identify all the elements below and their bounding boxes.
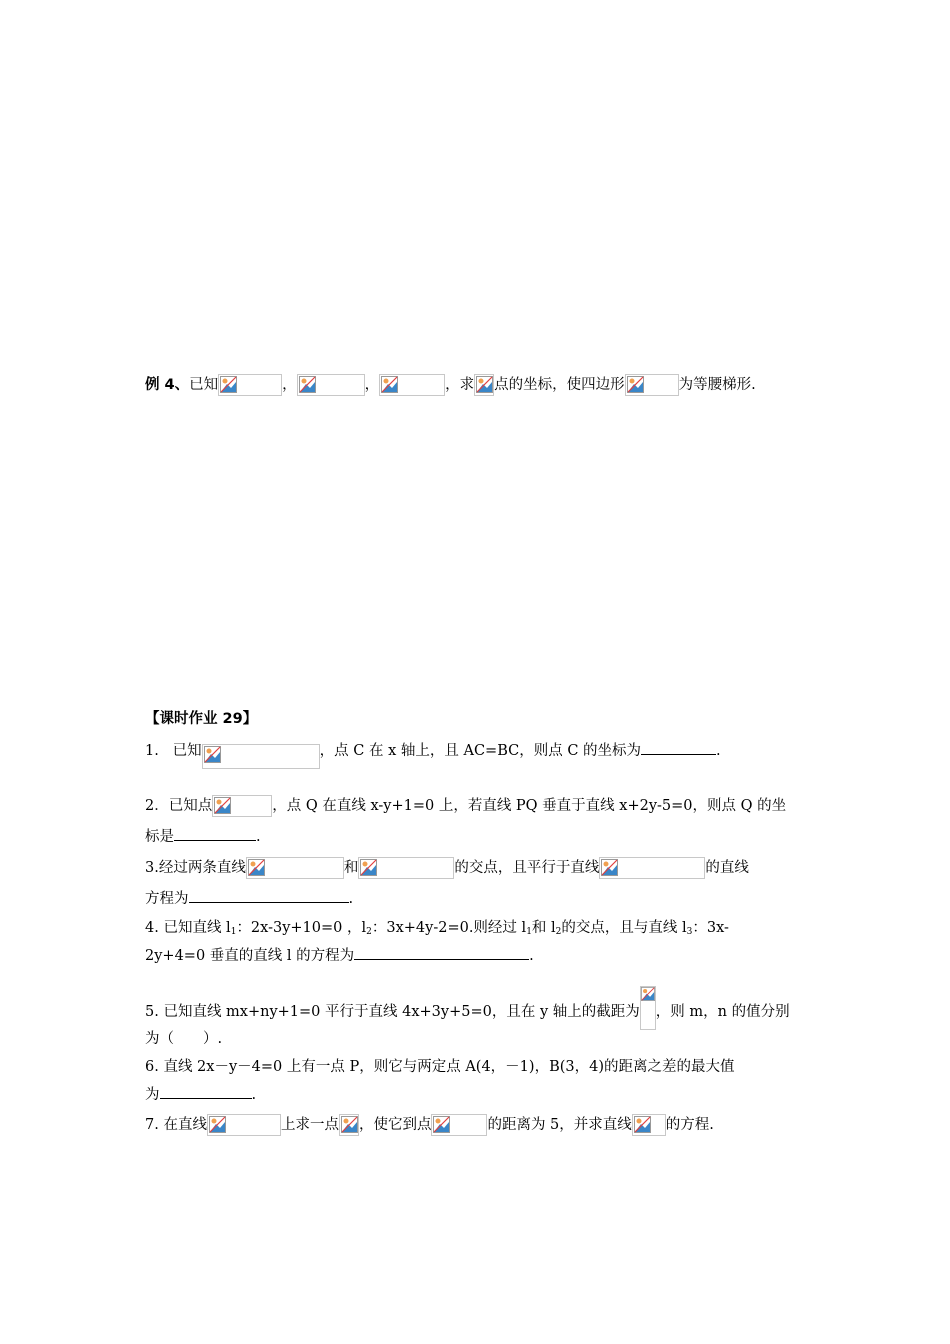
broken-image-icon (433, 1116, 450, 1133)
broken-image-icon (627, 376, 644, 393)
broken-image-icon (381, 376, 398, 393)
formula-image (218, 374, 282, 396)
homework-heading: 【课时作业 29】 (145, 711, 258, 727)
question-3: 3.经过两条直线 和 的交点，且平行于直线 的直线 (145, 857, 749, 879)
question-5-cont: 为（ ）. (145, 1031, 223, 1047)
broken-image-icon (299, 376, 316, 393)
question-7: 7. 在直线 上求一点 ，使它到点 的距离为 5，并求直线 的方程. (145, 1114, 714, 1136)
question-1: 1. 已知 ，点 C 在 x 轴上，且 AC=BC，则点 C 的坐标为 . (145, 740, 721, 769)
question-3-cont: 方程为 . (145, 888, 353, 910)
broken-image-icon (634, 1116, 651, 1133)
broken-image-icon (360, 859, 377, 876)
formula-image (297, 374, 365, 396)
formula-image (339, 1114, 359, 1136)
formula-image (207, 1114, 281, 1136)
question-6-cont: 为 . (145, 1084, 256, 1106)
broken-image-icon (248, 859, 265, 876)
formula-image (474, 374, 494, 396)
question-6: 6. 直线 2x－y－4=0 上有一点 P，则它与两定点 A(4，－1)，B(3，4)的距离之差的最大值 (145, 1059, 735, 1075)
formula-image (246, 857, 344, 879)
broken-image-icon (204, 746, 221, 763)
broken-image-icon (209, 1116, 226, 1133)
answer-blank[interactable] (354, 945, 529, 960)
formula-image (212, 795, 272, 817)
broken-image-icon (601, 859, 618, 876)
formula-image (358, 857, 454, 879)
formula-image (632, 1114, 666, 1136)
broken-image-icon (476, 376, 493, 393)
question-2: 2．已知点 ，点 Q 在直线 x-y+1=0 上，若直线 PQ 垂直于直线 x+2y-5=0，则点 Q 的坐 (145, 795, 786, 817)
formula-image (431, 1114, 487, 1136)
broken-image-icon (341, 1116, 358, 1133)
formula-image (625, 374, 679, 396)
question-4-cont: 2y+4=0 垂直的直线 l 的方程为 . (145, 945, 534, 967)
answer-blank[interactable] (189, 888, 349, 903)
question-2-cont: 标是 . (145, 826, 261, 848)
formula-image (202, 744, 320, 769)
answer-blank[interactable] (641, 740, 716, 755)
question-4: 4. 已知直线 $l_1$：2x-3y+10=0 ，$l_2$：3x+4y-2=0.则经过 $l_1$和 $l_2$的交点，且与直线 $l_3$：3x- (145, 920, 729, 937)
formula-image (599, 857, 705, 879)
example-4: 例 4、已知 ， ， ，求 点的坐标，使四边形 为等腰梯形. (145, 374, 756, 396)
broken-image-icon (214, 797, 231, 814)
question-5: 5. 已知直线 mx+ny+1=0 平行于直线 4x+3y+5=0，且在 y 轴上的截距为 ，则 m，n 的值分别 (145, 986, 790, 1030)
formula-image (640, 986, 656, 1030)
broken-image-icon (641, 987, 655, 1001)
example-label: 例 4、 (145, 377, 190, 393)
formula-image (379, 374, 445, 396)
broken-image-icon (220, 376, 237, 393)
answer-blank[interactable] (160, 1084, 252, 1099)
answer-blank[interactable] (174, 826, 256, 841)
